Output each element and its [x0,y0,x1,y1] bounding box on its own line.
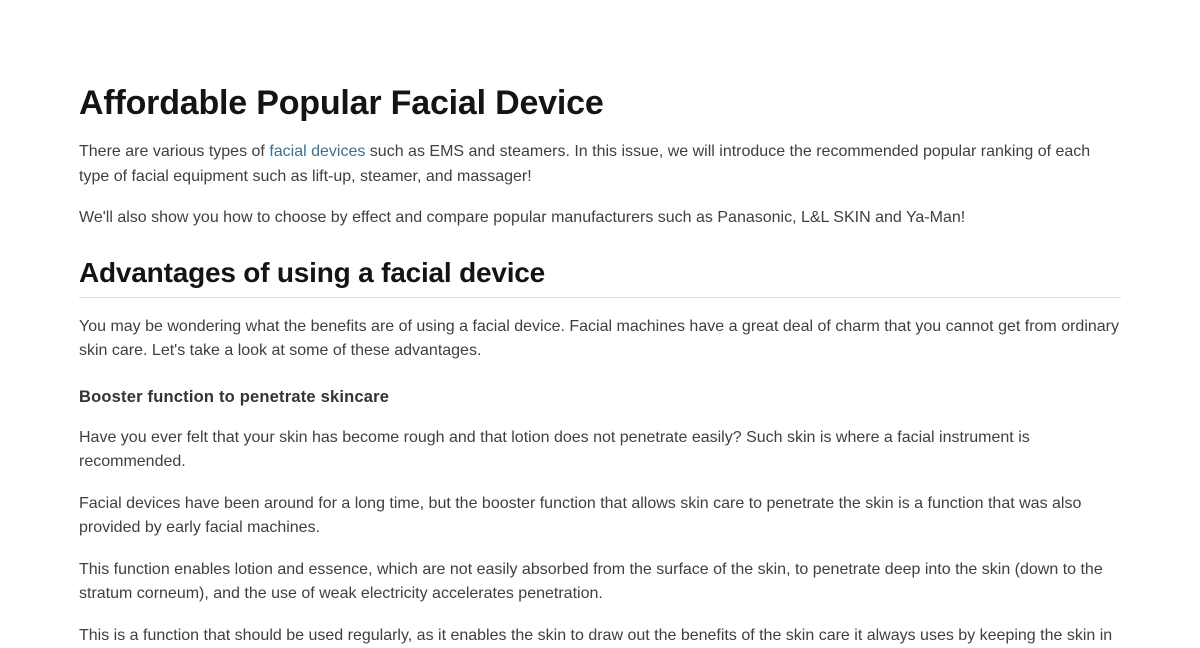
regular-use-paragraph: This is a function that should be used regularly, as it enables the skin to draw out the benefits of the skin care it always uses by keeping the skin in [79,624,1121,648]
article-content [79,0,1121,648]
page-title: Affordable Popular Facial Device [79,84,1121,122]
advantages-intro-paragraph: You may be wondering what the benefits are of using a facial device. Facial machines have a great deal of charm that you cannot get from ordinary skin care. Let's take a look at some of these advantages. [79,315,1121,364]
booster-subheading: Booster function to penetrate skincare [79,385,1121,409]
rough-skin-paragraph: Have you ever felt that your skin has become rough and that lotion does not penetrate easily? Such skin is where a facial instrument is recommended. [79,426,1121,475]
facial-devices-link[interactable]: facial devices [269,143,365,160]
penetration-paragraph: This function enables lotion and essence, which are not easily absorbed from the surface of the skin, to penetrate deep into the skin (down to the stratum corneum), and the use of weak electricity accelerates penetration. [79,558,1121,607]
manufacturers-paragraph: We'll also show you how to choose by effect and compare popular manufacturers such as Panasonic, L&L SKIN and Ya-Man! [79,206,1121,231]
intro-text-after-link: such as EMS and steamers. In this issue, we will introduce the recommended popular ranking of each type of facial equipment such as lift-up, steamer, and massager! [79,143,1090,185]
intro-text-before-link: There are various types of [79,143,269,160]
advantages-section-heading: Advantages of using a facial device [79,257,1121,298]
booster-history-paragraph: Facial devices have been around for a long time, but the booster function that allows skin care to penetrate the skin is a function that was also provided by early facial machines. [79,492,1121,541]
intro-paragraph [79,140,1121,189]
